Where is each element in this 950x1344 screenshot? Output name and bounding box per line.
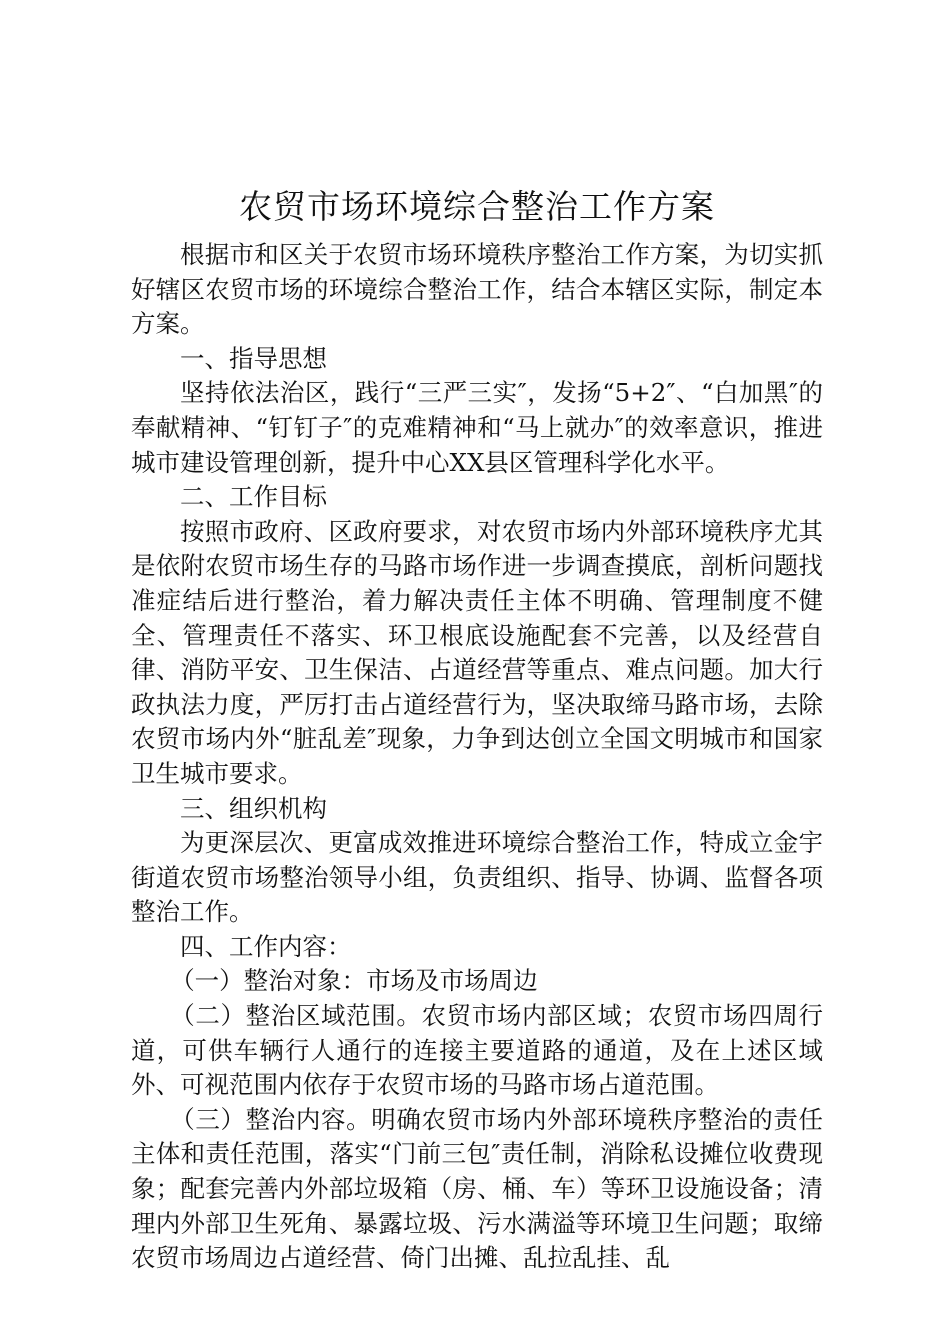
work-goals-paragraph: 按照市政府、区政府要求，对农贸市场内外部环境秩序尤其是依附农贸市场生存的马路市场作进一步调查摸底，剖析问题找准症结后进行整治，着力解决责任主体不明确、管理制度不健全、管理责任不落实、环卫根底设施配套不完善，以及经营自律、消防平安、卫生保洁、占道经营等重点、难点问题。加大行政执法力度，严厉打击占道经营行为，坚决取缔马路市场，去除农贸市场内外“脏乱差″现象，力争到达创立全国文明城市和国家卫生城市要求。 bbox=[131, 516, 823, 788]
section-heading-organization: 三、组织机构 bbox=[180, 793, 327, 823]
organization-paragraph: 为更深层次、更富成效推进环境综合整治工作，特成立金宇街道农贸市场整治领导小组，负责组织、指导、协调、监督各项整治工作。 bbox=[131, 828, 823, 927]
work-content-item-2: （二）整治区域范围。农贸市场内部区域；农贸市场四周行道，可供车辆行人通行的连接主要道路的通道，及在上述区域外、可视范围内依存于农贸市场的马路市场占道范围。 bbox=[131, 1001, 823, 1100]
work-content-item-3: （三）整治内容。明确农贸市场内外部环境秩序整治的责任主体和责任范围，落实“门前三包″责任制，消除私设摊位收费现象；配套完善内外部垃圾箱（房、桶、车）等环卫设施设备；清理内外部卫生死角、暴露垃圾、污水满溢等环境卫生问题；取缔农贸市场周边占道经营、倚门出摊、乱拉乱挂、乱 bbox=[131, 1104, 823, 1273]
document-title: 农贸市场环境综合整治工作方案 bbox=[239, 187, 715, 226]
work-content-item-1: （一）整治对象：市场及市场周边 bbox=[170, 966, 538, 996]
intro-paragraph: 根据市和区关于农贸市场环境秩序整治工作方案，为切实抓好辖区农贸市场的环境综合整治工作，结合本辖区实际，制定本方案。 bbox=[131, 240, 823, 339]
section-heading-guiding-ideology: 一、指导思想 bbox=[180, 343, 327, 373]
document-page bbox=[131, 182, 823, 1276]
section-heading-work-goals: 二、工作目标 bbox=[180, 482, 327, 512]
section-heading-work-content: 四、工作内容： bbox=[180, 931, 352, 961]
guiding-ideology-paragraph: 坚持依法治区，践行“三严三实″，发扬“5+2″、“白加黑″的奉献精神、“钉钉子″的克难精神和“马上就办″的效率意识，推进城市建设管理创新，提升中心XX县区管理科学化水平。 bbox=[131, 378, 823, 477]
